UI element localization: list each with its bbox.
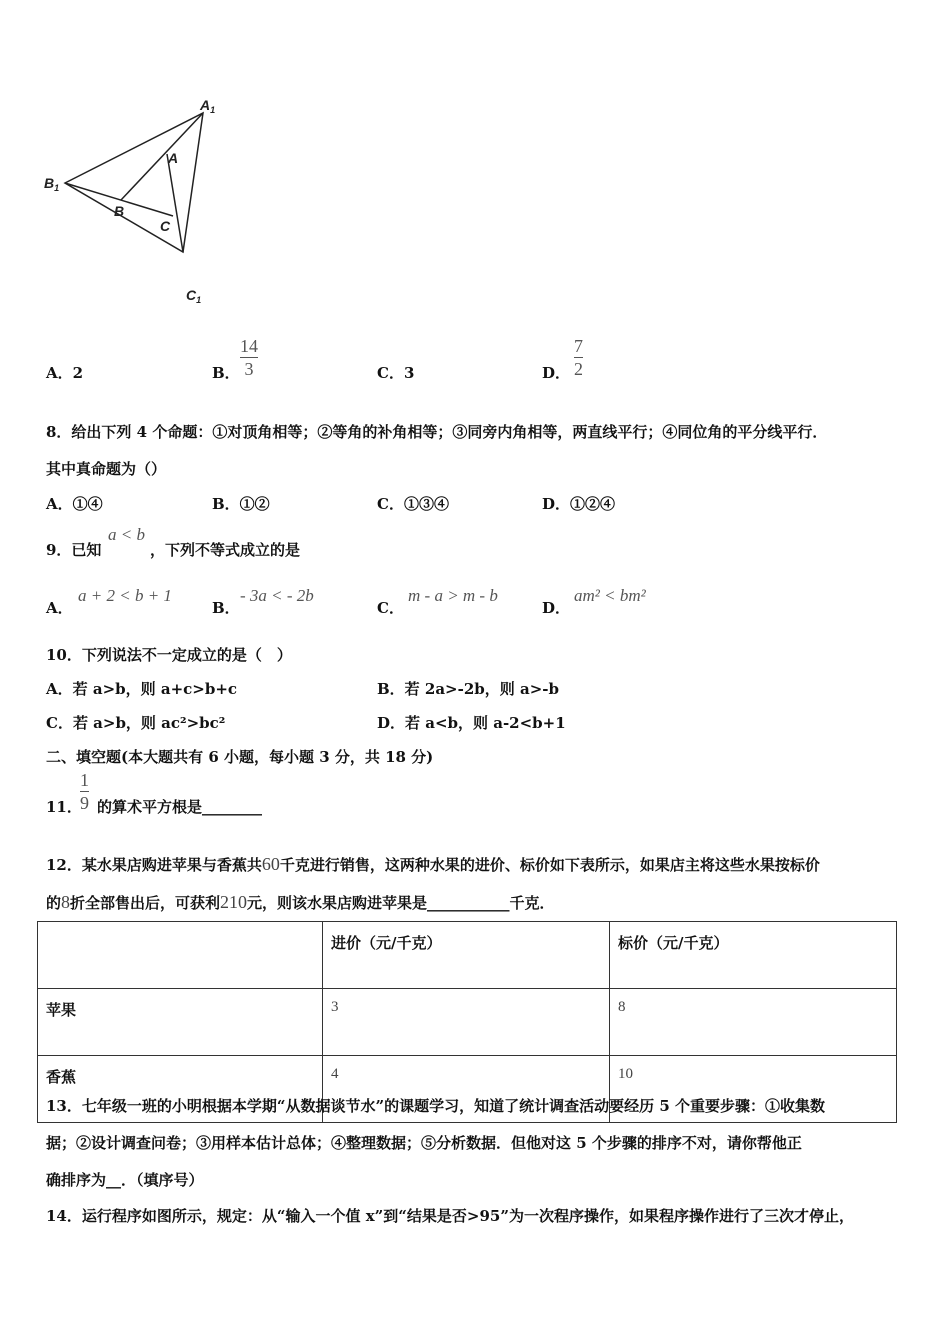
number: 210 [220, 892, 248, 912]
text: 的 [46, 894, 62, 912]
text: 12．某水果店购进苹果与香蕉共 [46, 856, 262, 874]
q9-option-a-expr: a + 2 < b + 1 [78, 586, 172, 605]
cell: 香蕉 [38, 1056, 323, 1123]
option-letter: B． [212, 364, 240, 382]
cell: 3 [323, 989, 610, 1056]
q8-stem: 8．给出下列 4 个命题：①对顶角相等；②等角的补角相等；③同旁内角相等，两直线平行；④同位角的平分线平行． [46, 423, 828, 441]
table-row [38, 989, 897, 1056]
q7-option-d[interactable] [542, 362, 570, 383]
q14-line-1: 14．运行程序如图所示，规定：从“输入一个值 x”到“结果是否>95”为一次程序操作，如果程序操作进行了三次才停止， [46, 1207, 854, 1225]
q7-b-fraction [240, 336, 258, 379]
cell: 4 [323, 1056, 610, 1123]
svg-text:A: A [168, 150, 179, 166]
q10-option-a[interactable]: A．若 a>b，则 a+c>b+c [46, 680, 238, 698]
header-cell: 进价（元/千克） [323, 922, 610, 989]
q10-stem: 10．下列说法不一定成立的是（ ） [46, 646, 292, 664]
text: 千克进行销售，这两种水果的进价、标价如下表所示，如果店主将这些水果按标价 [279, 856, 820, 874]
numerator: 1 [80, 770, 89, 790]
q8-stem-2: 其中真命题为（） [46, 460, 167, 478]
q10-option-c[interactable]: C．若 a>b，则 ac²>bc² [46, 714, 226, 732]
option-letter: C． [377, 364, 404, 382]
triangle-figure [30, 90, 280, 310]
q11-prefix: 11． [46, 798, 82, 816]
q13-line-2: 据；②设计调查问卷；③用样本估计总体；④整理数据；⑤分析数据．但他对这 5 个步骤的排序不对，请你帮他正 [46, 1134, 802, 1152]
q9-option-b-letter[interactable]: B． [212, 599, 240, 617]
option-letter: D． [542, 364, 571, 382]
section-2-heading: 二、填空题(本大题共有 6 小题，每小题 3 分，共 18 分) [46, 748, 434, 766]
cell: 苹果 [38, 989, 323, 1056]
q9-prefix: 9．已知 [46, 541, 102, 559]
q9-option-c-expr: m - a > m - b [408, 586, 498, 605]
q8-option-d[interactable]: D．①②④ [542, 495, 616, 513]
number: 8 [61, 892, 71, 912]
q9-condition: a < b [108, 525, 145, 544]
option-value: 3 [403, 364, 415, 382]
q13-line-1: 13．七年级一班的小明根据本学期“从数据谈节水”的课题学习，知道了统计调查活动要经历 5 个重要步骤：①收集数 [46, 1097, 826, 1115]
q8-option-b[interactable]: B．①② [212, 495, 270, 513]
q10-option-b[interactable]: B．若 2a>-2b，则 a>-b [377, 680, 559, 698]
q7-option-a[interactable] [46, 362, 83, 383]
denominator: 3 [244, 359, 254, 379]
option-letter: A． [46, 364, 73, 382]
q9-suffix: ，下列不等式成立的是 [150, 541, 301, 559]
q8-option-c[interactable]: C．①③④ [377, 495, 449, 513]
q10-option-d[interactable]: D．若 a<b，则 a-2<b+1 [377, 714, 566, 732]
q12-line-2 [46, 892, 555, 913]
text: 折全部售出后，可获利 [70, 894, 221, 912]
q9-option-d-expr: am² < bm² [574, 586, 646, 605]
numerator: 7 [574, 336, 583, 356]
q9-option-c-letter[interactable]: C． [377, 599, 404, 617]
q7-option-b[interactable] [212, 362, 240, 383]
denominator: 9 [80, 793, 89, 813]
header-cell [38, 922, 323, 989]
q7-d-fraction [574, 336, 583, 379]
number: 60 [261, 854, 280, 874]
cell: 10 [610, 1056, 897, 1123]
header-cell: 标价（元/千克） [610, 922, 897, 989]
numerator: 14 [240, 336, 258, 356]
denominator: 2 [574, 359, 583, 379]
q8-option-a[interactable]: A．①④ [46, 495, 103, 513]
q12-line-1 [46, 854, 820, 875]
q13-line-3: 确排序为__．（填序号） [46, 1171, 204, 1189]
q7-option-c[interactable] [377, 362, 414, 383]
q11-suffix: 的算术平方根是________ [97, 798, 263, 816]
svg-text:A1: $A_1$ [200, 97, 216, 115]
q11-fraction [80, 770, 89, 813]
q9-option-b-expr: - 3a < - 2b [240, 586, 314, 605]
text: 元，则该水果店购进苹果是___________千克． [247, 894, 555, 912]
option-value: 2 [72, 364, 84, 382]
q9-option-a-letter[interactable]: A． [46, 599, 73, 617]
svg-text:C1: $C_1$ [186, 287, 202, 305]
svg-text:B1: $B_1$ [44, 175, 60, 193]
q9-option-d-letter[interactable]: D． [542, 599, 571, 617]
svg-text:C: C [160, 218, 171, 234]
price-table [37, 921, 897, 1123]
cell: 8 [610, 989, 897, 1056]
svg-text:B: B [114, 203, 125, 219]
table-header-row [38, 922, 897, 989]
